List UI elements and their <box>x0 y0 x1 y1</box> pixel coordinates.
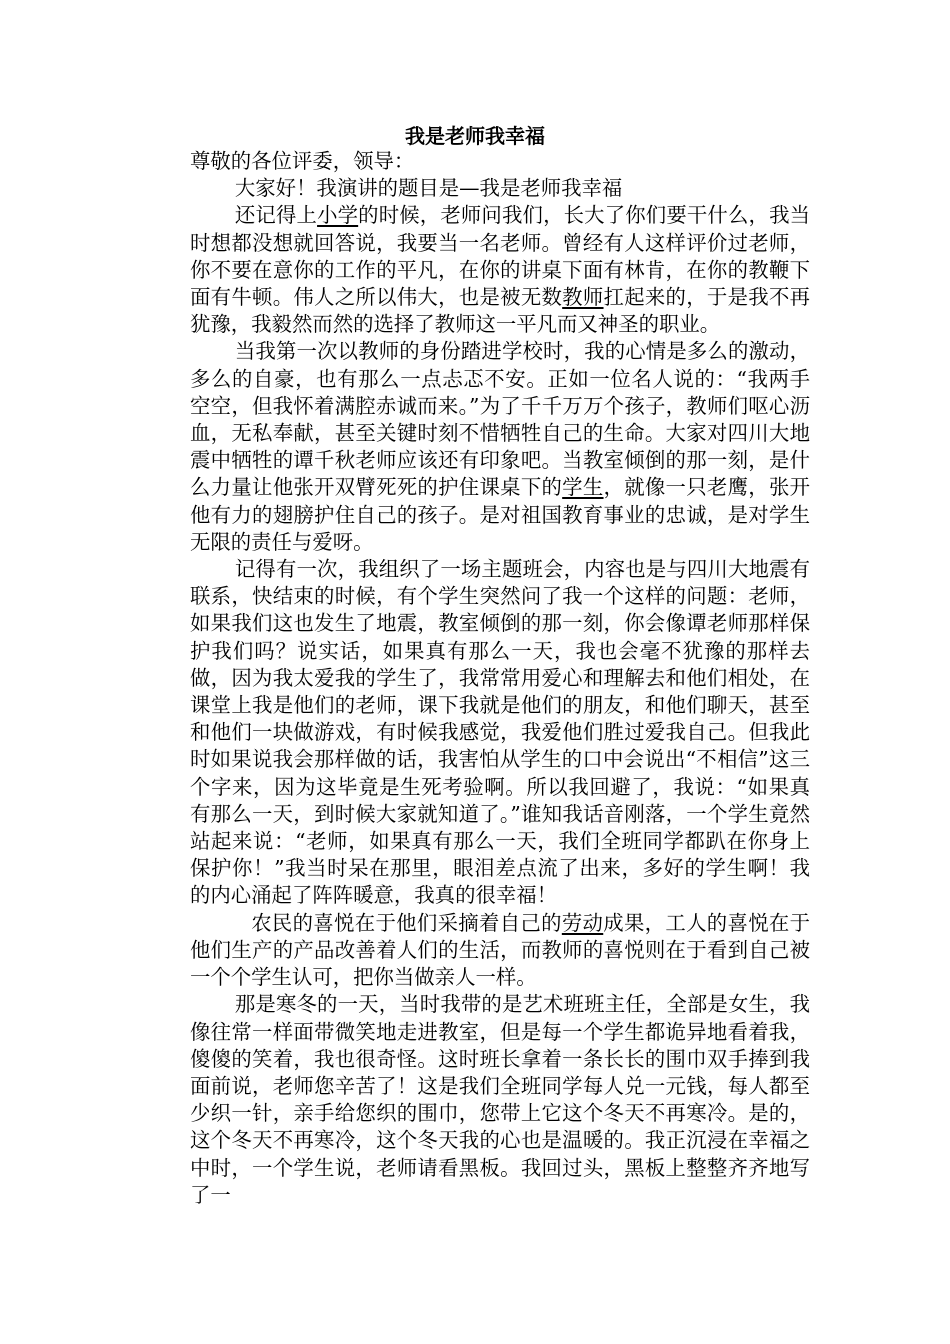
paragraph-2-text-a: 当我第一次以教师的身份踏进学校时，我的心情是多么的激动，多么的自豪，也有那么一点忐忑不安。正如一位名人说的：“我两手空空，但我怀着满腔赤诚而来。”为了千千万万个孩子，教师们呕心沥血，无私奉献，甚至关键时刻不惜牺牲自己的生命。大家对四川大地震中牺牲的谭千秋老师应该还有印象吧。当教室倾倒的那一刻，是什么力量让他张开双臂死死的护住课桌下的 <box>190 339 810 500</box>
link-teacher[interactable]: 教师 <box>562 285 604 310</box>
paragraph-4-text-a: 农民的喜悦在于他们采摘着自己的 <box>251 910 562 935</box>
paragraph-4 <box>190 910 810 992</box>
salutation: 尊敬的各位评委，领导： <box>190 149 415 173</box>
paragraph-1-text-a: 还记得上 <box>234 203 318 228</box>
link-student[interactable]: 学生 <box>562 475 604 500</box>
paragraph-3: 记得有一次，我组织了一场主题班会，内容也是与四川大地震有联系，快结束的时候，有个学生突然问了我一个这样的问题：老师，如果我们这也发生了地震，教室倾倒的那一刻，你会像谭老师那样保护我们吗？说实话，如果真有那么一天，我也会毫不犹豫的那样去做，因为我太爱我的学生了，我常常用爱心和理解去和他们相处，在课堂上我是他们的老师，课下我就是他们的朋友，和他们聊天，甚至和他们一块做游戏，有时候我感觉，我爱他们胜过爱我自己。但我此时如果说我会那样做的话，我害怕从学生的口中会说出“不相信”这三个字来，因为这毕竟是生死考验啊。所以我回避了，我说：“如果真有那么一天，到时候大家就知道了。”谁知我话音刚落，一个学生竟然站起来说：“老师，如果真有那么一天，我们全班同学都趴在你身上保护你！”我当时呆在那里，眼泪差点流了出来，多好的学生啊！我的内心涌起了阵阵暖意，我真的很幸福！ <box>190 557 810 908</box>
paragraph-2-text-b: ，就像一只老鹰，张开他有力的翅膀护住自己的孩子。是对祖国教育事业的忠诚，是对学生无限的责任与爱呀。 <box>190 475 811 554</box>
opening-paragraph: 大家好！我演讲的题目是—我是老师我幸福 <box>234 176 623 201</box>
paragraph-4-text-b: 成果，工人的喜悦在于他们生产的产品改善着人们的生活，而教师的喜悦则在于看到自己被一个个学生认可，把你当做亲人一样。 <box>190 910 811 990</box>
link-labor[interactable]: 劳动 <box>561 910 604 935</box>
document-body <box>190 148 810 1209</box>
paragraph-1 <box>190 202 810 338</box>
paragraph-1-text-b: 的时候，老师问我们，长大了你们要干什么，我当时想都没想就回答说，我要当一名老师。曾经有人这样评价过老师，你不要在意你的工作的平凡，在你的讲桌下面有林肯，在你的教鞭下面有牛顿。伟人之所以伟大，也是被无数 <box>190 203 811 310</box>
document-title: 我是老师我幸福 <box>405 124 545 148</box>
link-primary-school[interactable]: 小学 <box>317 203 359 228</box>
paragraph-1-text-c: 扛起来的，于是我不再犹豫，我毅然而然的选择了教师这一平凡而又神圣的职业。 <box>190 285 811 337</box>
paragraph-2 <box>190 338 810 556</box>
paragraph-5: 那是寒冬的一天，当时我带的是艺术班班主任，全部是女生，我像往常一样面带微笑地走进教室，但是每一个学生都诡异地看着我，傻傻的笑着，我也很奇怪。这时班长拿着一条长长的围巾双手捧到我面前说，老师您辛苦了！这是我们全班同学每人兑一元钱，每人都至少织一针，亲手给您织的围巾，您带上它这个冬天不再寒冷。是的，这个冬天不再寒冷，这个冬天我的心也是温暖的。我正沉浸在幸福之中时，一个学生说，老师请看黑板。我回过头，黑板上整整齐齐地写了一 <box>190 992 810 1207</box>
